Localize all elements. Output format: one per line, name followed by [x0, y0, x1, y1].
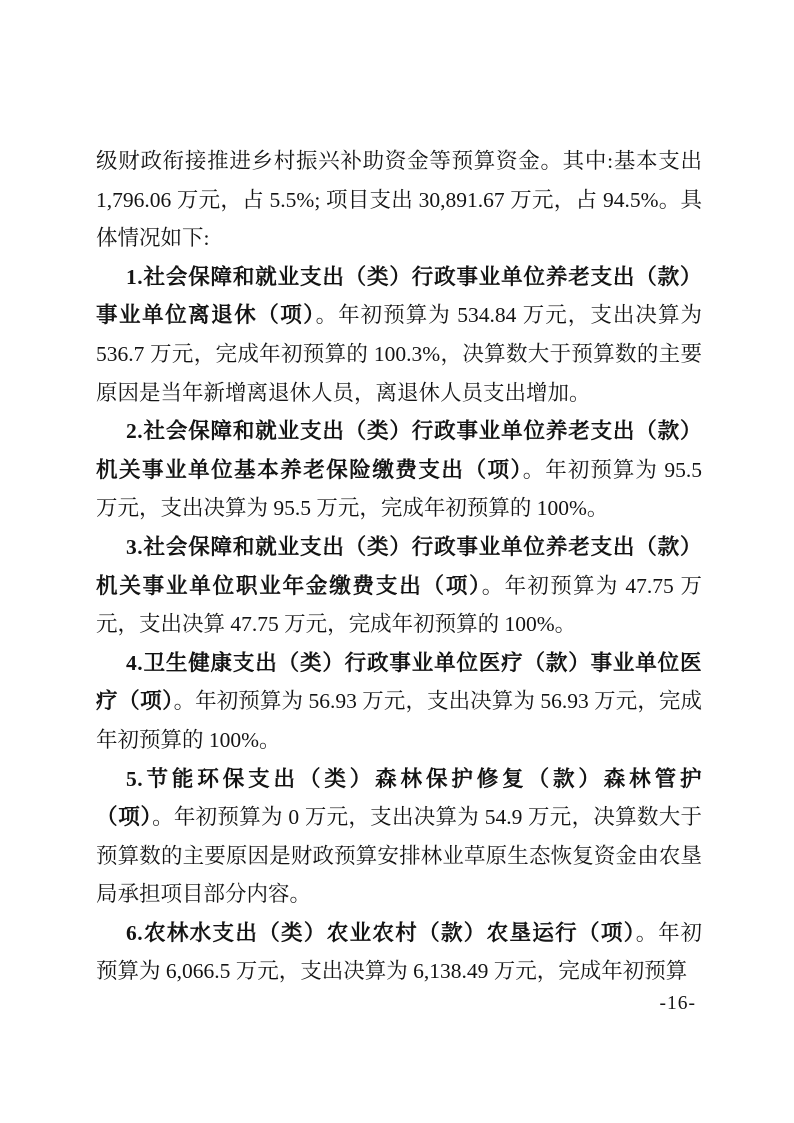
item-5-body: 。年初预算为 0 万元，支出决算为 54.9 万元，决算数大于预算数的主要原因是财政预算安排林业草原生态恢复资金由农垦局承担项目部分内容。 [96, 805, 702, 907]
item-4-heading: 4.卫生健康支出（类）行政事业单位医疗（款）事业单位医疗（项） [96, 650, 702, 714]
item-3-body: 。年初预算为 47.75 万元，支出决算 47.75 万元，完成年初预算的 100%。 [96, 573, 702, 637]
item-3-heading: 3.社会保障和就业支出（类）行政事业单位养老支出（款）机关事业单位职业年金缴费支出（项） [96, 534, 702, 598]
paragraph-item-2 [96, 412, 702, 528]
paragraph-intro [96, 142, 702, 258]
item-5-heading: 5.节能环保支出（类）森林保护修复（款）森林管护（项） [96, 766, 702, 830]
paragraph-item-1 [96, 258, 702, 412]
item-6-heading: 6.农林水支出（类）农业农村（款）农垦运行（项） [126, 920, 636, 945]
item-1-heading: 1.社会保障和就业支出（类）行政事业单位养老支出（款）事业单位离退休（项） [96, 264, 702, 328]
item-2-body: 。年初预算为 95.5 万元，支出决算为 95.5 万元，完成年初预算的 100%。 [96, 457, 702, 521]
item-4-body: 。年初预算为 56.93 万元，支出决算为 56.93 万元，完成年初预算的 100%。 [96, 689, 702, 752]
intro-text: 级财政衔接推进乡村振兴补助资金等预算资金。其中:基本支出 1,796.06 万元，占 5.5%; 项目支出 30,891.67 万元，占 94.5%。具体情况如下: [96, 149, 702, 251]
paragraph-item-4 [96, 644, 702, 760]
document-body [96, 142, 702, 991]
paragraph-item-5 [96, 760, 702, 914]
item-2-heading: 2.社会保障和就业支出（类）行政事业单位养老支出（款）机关事业单位基本养老保险缴费支出（项） [96, 419, 702, 482]
paragraph-item-6 [96, 914, 702, 991]
paragraph-item-3 [96, 528, 702, 644]
item-6-body: 。年初预算为 6,066.5 万元，支出决算为 6,138.49 万元，完成年初预算 [96, 920, 702, 984]
page-number: -16- [659, 993, 696, 1014]
item-1-body: 。年初预算为 534.84 万元，支出决算为 536.7 万元，完成年初预算的 100.3%，决算数大于预算数的主要原因是当年新增离退休人员，离退休人员支出增加。 [96, 303, 702, 405]
